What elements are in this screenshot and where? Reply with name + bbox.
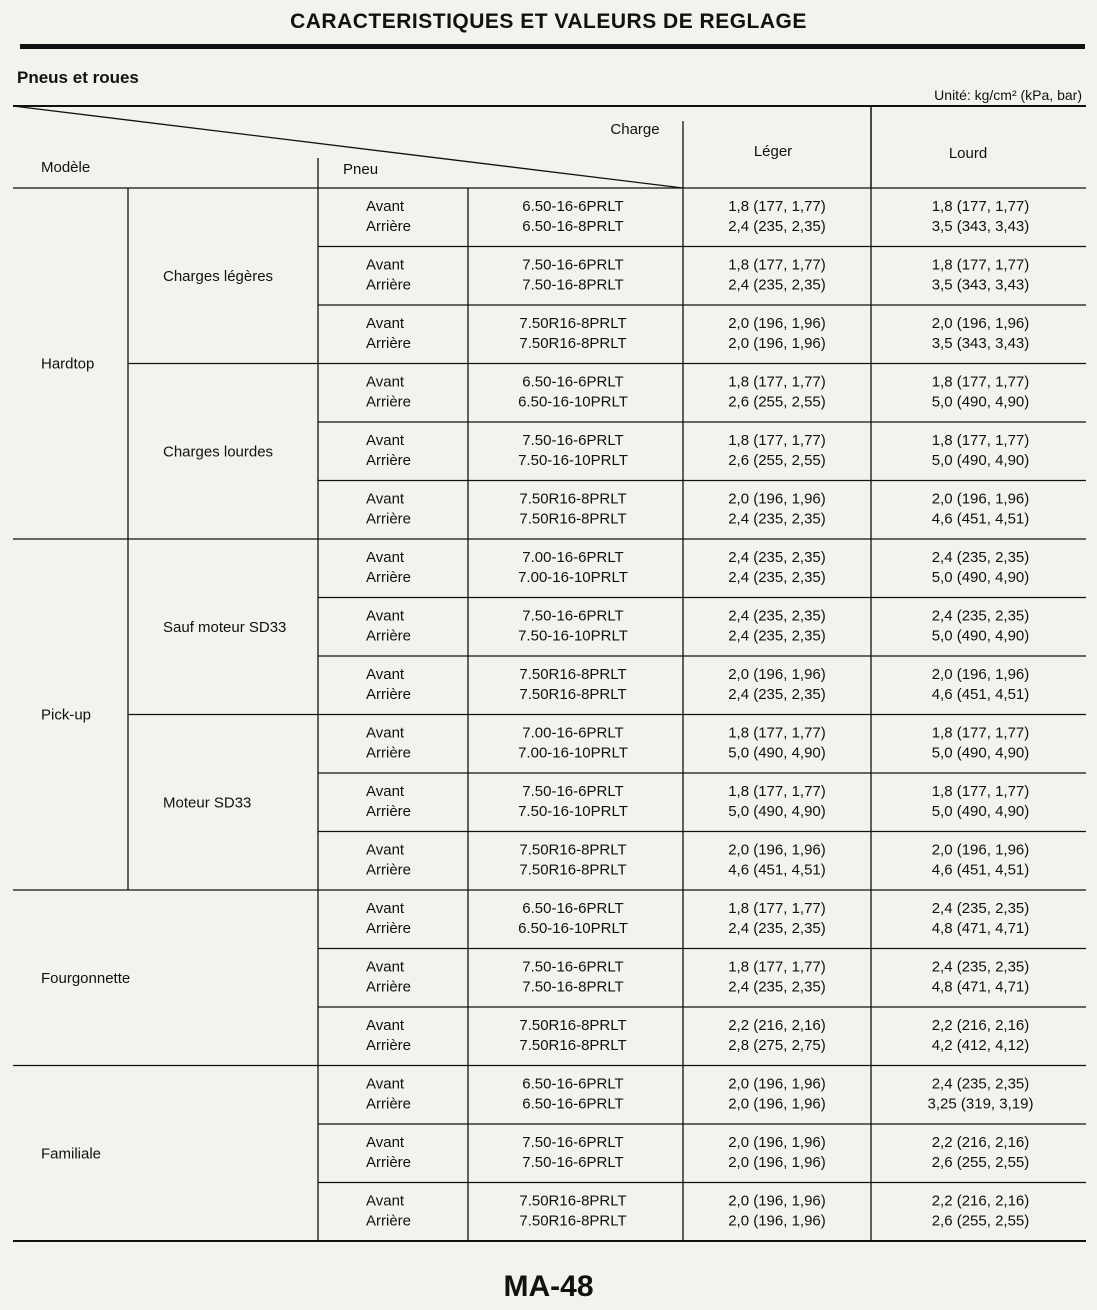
pressure-lourd-front: 2,4 (235, 2,35) [931,958,1030,976]
pressure-leger-front: 1,8 (177, 1,77) [728,198,826,215]
pressure-lourd-front: 1,8 (177, 1,77) [931,783,1030,800]
pressure-lourd-front: 1,8 (177, 1,77) [931,724,1030,742]
position-rear: Arrière [366,393,412,411]
tire-size-front: 7.50-16-6PRLT [522,256,624,274]
pressure-lourd-front: 2,0 (196, 1,96) [931,666,1030,683]
position-front: Avant [366,432,405,449]
position-front: Avant [366,900,405,917]
position-rear: Arrière [366,1095,412,1113]
tire-size-rear: 6.50-16-10PRLT [518,920,628,937]
pressure-leger-front: 2,0 (196, 1,96) [728,1192,826,1210]
position-rear: Arrière [366,452,412,469]
pressure-leger-rear: 2,0 (196, 1,96) [728,1095,826,1113]
group-label: Charges lourdes [163,443,274,461]
pressure-lourd-rear: 5,0 (490, 4,90) [931,803,1030,820]
tire-size-rear: 7.50R16-8PRLT [519,510,627,528]
position-rear: Arrière [366,861,412,879]
tire-size-rear: 7.00-16-10PRLT [518,744,628,762]
pressure-leger-front: 1,8 (177, 1,77) [728,256,826,274]
position-front: Avant [366,666,405,683]
position-front: Avant [366,315,405,332]
tire-size-front: 7.50-16-6PRLT [522,1134,624,1151]
pressure-lourd-rear: 5,0 (490, 4,90) [931,744,1030,762]
position-front: Avant [366,198,405,215]
tire-size-front: 7.00-16-6PRLT [522,724,624,742]
tire-size-front: 7.50-16-6PRLT [522,607,624,625]
position-rear: Arrière [366,686,412,703]
position-front: Avant [366,1134,405,1151]
group-label: Moteur SD33 [163,794,252,812]
pressure-leger-front: 1,8 (177, 1,77) [728,783,826,800]
page-title: CARACTERISTIQUES ET VALEURS DE REGLAGE [290,10,807,33]
pressure-lourd-rear: 4,8 (471, 4,71) [931,920,1030,937]
header-leger: Léger [753,143,793,160]
tire-size-front: 6.50-16-6PRLT [522,1075,624,1093]
position-front: Avant [366,958,405,976]
pressure-leger-rear: 2,4 (235, 2,35) [728,569,826,586]
pressure-lourd-rear: 2,6 (255, 2,55) [931,1212,1030,1230]
tire-size-rear: 6.50-16-8PRLT [522,218,624,235]
position-rear: Arrière [366,510,412,528]
pressure-lourd-front: 1,8 (177, 1,77) [931,373,1030,391]
position-rear: Arrière [366,627,412,645]
tire-size-rear: 7.50-16-10PRLT [518,627,628,645]
pressure-leger-rear: 2,4 (235, 2,35) [728,920,826,937]
pressure-lourd-front: 2,0 (196, 1,96) [931,490,1030,508]
header-charge: Charge [610,121,660,138]
tire-size-front: 7.50R16-8PRLT [519,1017,627,1034]
position-rear: Arrière [366,276,412,294]
pressure-leger-rear: 5,0 (490, 4,90) [728,803,826,820]
position-rear: Arrière [366,335,412,352]
pressure-leger-front: 2,0 (196, 1,96) [728,490,826,508]
pressure-lourd-rear: 3,5 (343, 3,43) [931,218,1030,235]
pressure-leger-front: 2,4 (235, 2,35) [728,607,826,625]
pressure-leger-rear: 2,4 (235, 2,35) [728,510,826,528]
pressure-lourd-front: 1,8 (177, 1,77) [931,432,1030,449]
pressure-lourd-rear: 4,6 (451, 4,51) [931,686,1030,703]
pressure-leger-front: 1,8 (177, 1,77) [728,373,826,391]
pressure-leger-rear: 2,4 (235, 2,35) [728,978,826,996]
tire-size-rear: 7.50R16-8PRLT [519,686,627,703]
model-label: Hardtop [41,355,95,373]
pressure-leger-rear: 2,8 (275, 2,75) [728,1037,826,1054]
pressure-leger-front: 2,0 (196, 1,96) [728,1134,826,1151]
pressure-leger-rear: 2,0 (196, 1,96) [728,1212,826,1230]
tire-size-front: 7.50-16-6PRLT [522,783,624,800]
pressure-leger-front: 2,0 (196, 1,96) [728,841,826,859]
pressure-leger-front: 2,0 (196, 1,96) [728,315,826,332]
tire-size-front: 7.50R16-8PRLT [519,490,627,508]
position-rear: Arrière [366,803,412,820]
unit-note: Unité: kg/cm² (kPa, bar) [934,87,1082,103]
section-title: Pneus et roues [17,68,139,87]
group-label: Charges légères [163,267,274,285]
position-rear: Arrière [366,978,412,996]
position-front: Avant [366,1075,405,1093]
pressure-leger-rear: 2,0 (196, 1,96) [728,1154,826,1171]
position-front: Avant [366,783,405,800]
pressure-leger-front: 1,8 (177, 1,77) [728,900,826,917]
tire-size-rear: 7.00-16-10PRLT [518,569,628,586]
position-rear: Arrière [366,1212,412,1230]
position-front: Avant [366,1017,405,1034]
position-front: Avant [366,490,405,508]
tire-size-rear: 7.50R16-8PRLT [519,335,627,352]
position-front: Avant [366,256,405,274]
tire-size-rear: 7.50-16-10PRLT [518,452,628,469]
page-number: MA-48 [503,1270,594,1303]
model-label: Pick-up [41,706,92,724]
pressure-lourd-rear: 3,5 (343, 3,43) [931,276,1030,294]
position-rear: Arrière [366,1154,412,1171]
pressure-leger-rear: 2,4 (235, 2,35) [728,276,826,294]
group-label: Sauf moteur SD33 [163,618,287,636]
tire-size-rear: 7.50-16-10PRLT [518,803,628,820]
pressure-lourd-rear: 3,5 (343, 3,43) [931,335,1030,352]
position-rear: Arrière [366,744,412,762]
pressure-leger-rear: 5,0 (490, 4,90) [728,744,826,762]
pressure-leger-front: 1,8 (177, 1,77) [728,958,826,976]
pressure-lourd-front: 2,2 (216, 2,16) [931,1134,1030,1151]
pressure-leger-front: 2,4 (235, 2,35) [728,549,826,566]
header-lourd: Lourd [948,145,988,162]
position-front: Avant [366,1192,405,1210]
pressure-lourd-rear: 5,0 (490, 4,90) [931,627,1030,645]
pressure-leger-rear: 2,6 (255, 2,55) [728,393,826,411]
pressure-lourd-rear: 5,0 (490, 4,90) [931,569,1030,586]
tire-size-rear: 6.50-16-6PRLT [522,1095,624,1113]
pressure-lourd-front: 1,8 (177, 1,77) [931,198,1030,215]
pressure-lourd-front: 2,2 (216, 2,16) [931,1017,1030,1034]
pressure-leger-front: 2,0 (196, 1,96) [728,1075,826,1093]
tire-size-front: 6.50-16-6PRLT [522,373,624,391]
pressure-lourd-rear: 4,6 (451, 4,51) [931,510,1030,528]
pressure-lourd-rear: 5,0 (490, 4,90) [931,452,1030,469]
tire-size-front: 7.50R16-8PRLT [519,315,627,332]
position-rear: Arrière [366,569,412,586]
pressure-lourd-front: 2,4 (235, 2,35) [931,1075,1030,1093]
pressure-lourd-front: 2,2 (216, 2,16) [931,1192,1030,1210]
pressure-leger-front: 2,0 (196, 1,96) [728,666,826,683]
tire-size-front: 7.50R16-8PRLT [519,841,627,859]
title-rule [20,44,1085,49]
position-rear: Arrière [366,920,412,937]
tire-size-front: 7.50-16-6PRLT [522,958,624,976]
tire-size-rear: 7.50R16-8PRLT [519,1037,627,1054]
header-modele: Modèle [41,159,91,176]
pressure-lourd-rear: 4,2 (412, 4,12) [931,1037,1030,1054]
pressure-lourd-front: 2,0 (196, 1,96) [931,841,1030,859]
pressure-lourd-front: 2,4 (235, 2,35) [931,900,1030,917]
pressure-leger-rear: 2,4 (235, 2,35) [728,627,826,645]
pressure-lourd-rear: 4,8 (471, 4,71) [931,978,1030,996]
position-front: Avant [366,607,405,625]
model-label: Familiale [41,1145,102,1163]
pressure-lourd-rear: 3,25 (319, 3,19) [927,1095,1034,1113]
tire-size-rear: 7.50-16-6PRLT [522,1154,624,1171]
tire-pressure-table [13,106,1086,1240]
pressure-lourd-front: 1,8 (177, 1,77) [931,256,1030,274]
tire-size-rear: 7.50-16-8PRLT [522,276,624,294]
tire-size-front: 7.50R16-8PRLT [519,666,627,683]
tire-size-front: 6.50-16-6PRLT [522,198,624,215]
tire-size-front: 7.00-16-6PRLT [522,549,624,566]
pressure-lourd-front: 2,4 (235, 2,35) [931,549,1030,566]
pressure-lourd-front: 2,4 (235, 2,35) [931,607,1030,625]
position-front: Avant [366,724,405,742]
model-label: Fourgonnette [41,969,131,987]
pressure-leger-front: 1,8 (177, 1,77) [728,432,826,449]
position-rear: Arrière [366,218,412,235]
pressure-leger-front: 2,2 (216, 2,16) [728,1017,826,1034]
pressure-leger-rear: 2,6 (255, 2,55) [728,452,826,469]
pressure-lourd-rear: 4,6 (451, 4,51) [931,861,1030,879]
position-front: Avant [366,841,405,859]
pressure-lourd-rear: 2,6 (255, 2,55) [931,1154,1030,1171]
pressure-leger-rear: 2,4 (235, 2,35) [728,686,826,703]
position-rear: Arrière [366,1037,412,1054]
pressure-leger-rear: 2,4 (235, 2,35) [728,218,826,235]
tire-size-front: 7.50-16-6PRLT [522,432,624,449]
tire-size-rear: 7.50R16-8PRLT [519,1212,627,1230]
tire-size-rear: 7.50R16-8PRLT [519,861,627,879]
pressure-leger-front: 1,8 (177, 1,77) [728,724,826,742]
header-pneu: Pneu [343,161,379,178]
tire-size-rear: 7.50-16-8PRLT [522,978,624,996]
tire-size-rear: 6.50-16-10PRLT [518,393,628,411]
pressure-leger-rear: 4,6 (451, 4,51) [728,861,826,879]
pressure-lourd-rear: 5,0 (490, 4,90) [931,393,1030,411]
position-front: Avant [366,549,405,566]
tire-size-front: 6.50-16-6PRLT [522,900,624,917]
position-front: Avant [366,373,405,391]
tire-size-front: 7.50R16-8PRLT [519,1192,627,1210]
pressure-leger-rear: 2,0 (196, 1,96) [728,335,826,352]
pressure-lourd-front: 2,0 (196, 1,96) [931,315,1030,332]
